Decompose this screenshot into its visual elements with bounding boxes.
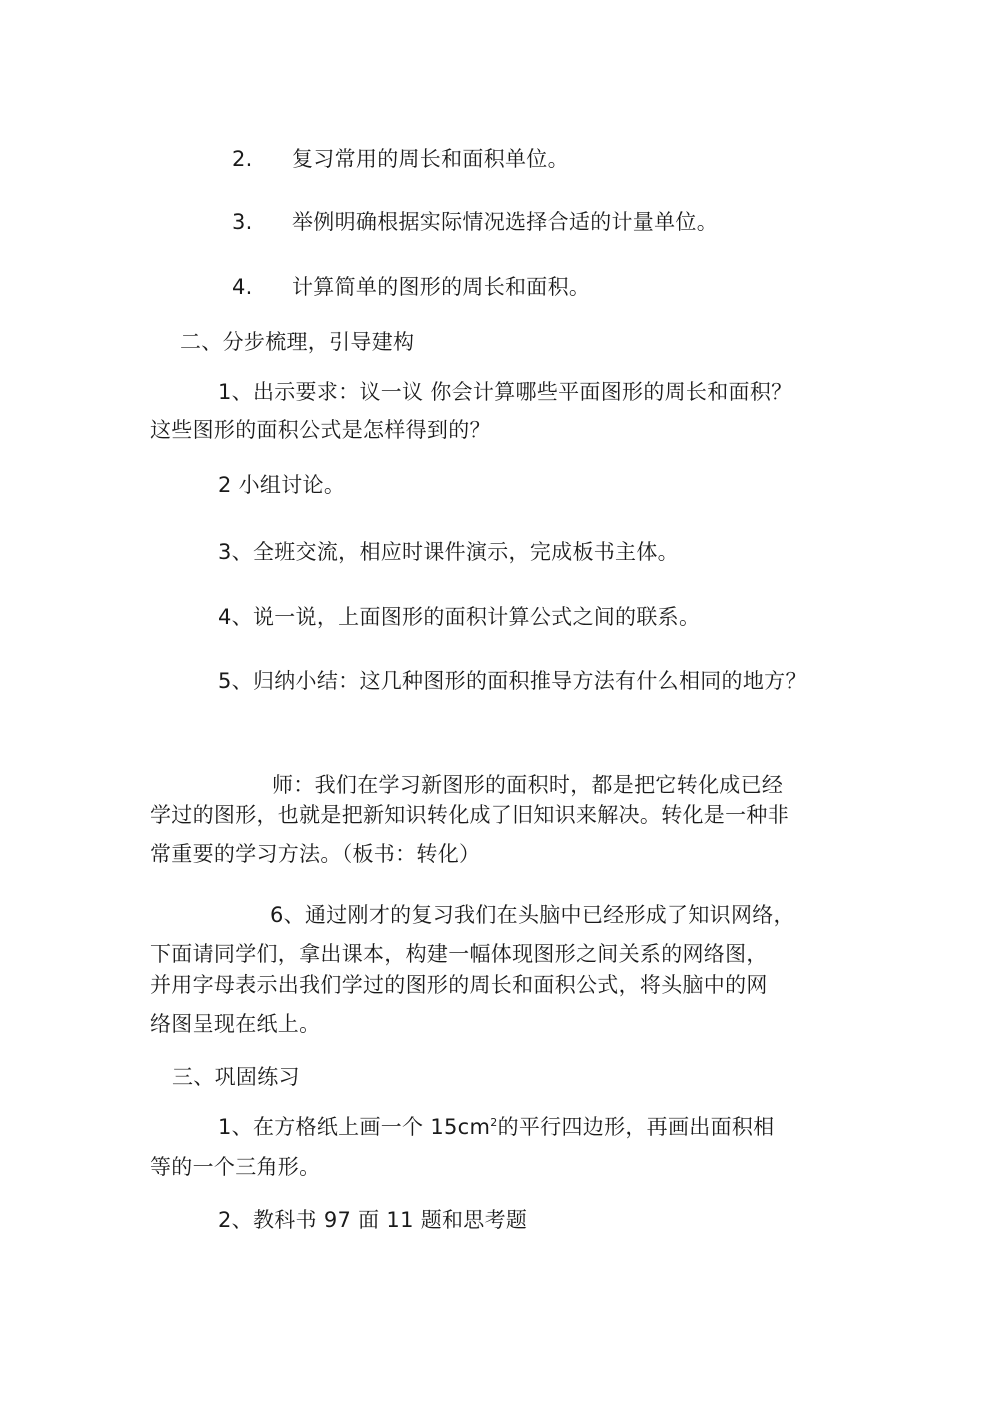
step-3: 3、全班交流，相应时课件演示，完成板书主体。	[218, 540, 679, 564]
teacher-line-1: 师：我们在学习新图形的面积时，都是把它转化成已经	[272, 773, 784, 797]
teacher-line-3: 常重要的学习方法。（板书：转化）	[150, 842, 481, 866]
list-text: 计算简单的图形的周长和面积。	[292, 275, 591, 299]
step-1-line-2: 这些图形的面积公式是怎样得到的？	[150, 418, 491, 442]
step-2: 2 小组讨论。	[218, 473, 346, 497]
step-6-line-3: 并用字母表示出我们学过的图形的周长和面积公式，将头脑中的网	[150, 973, 768, 997]
list-text: 举例明确根据实际情况选择合适的计量单位。	[292, 210, 718, 234]
step-6-line-4: 络图呈现在纸上。	[150, 1012, 321, 1036]
exercise-1-line-2: 等的一个三角形。	[150, 1155, 321, 1179]
list-item-4	[232, 274, 590, 300]
step-5: 5、归纳小结：这几种图形的面积推导方法有什么相同的地方？	[218, 669, 807, 693]
step-4: 4、说一说，上面图形的面积计算公式之间的联系。	[218, 605, 701, 629]
list-number: 2.	[232, 147, 253, 171]
list-item-3	[232, 209, 718, 235]
step-6-line-1: 6、通过刚才的复习我们在头脑中已经形成了知识网络，	[270, 903, 795, 927]
list-item-2	[232, 146, 569, 172]
exercise-1-line-1	[218, 1114, 774, 1140]
section-heading-2: 二、分步梳理，引导建构	[180, 330, 415, 354]
step-6-line-2: 下面请同学们，拿出课本，构建一幅体现图形之间关系的网络图，	[150, 942, 768, 966]
list-text: 复习常用的周长和面积单位。	[292, 147, 569, 171]
section-heading-3: 三、巩固练习	[172, 1065, 300, 1089]
list-number: 3.	[232, 210, 253, 234]
exercise-2: 2、教科书 97 面 11 题和思考题	[218, 1208, 528, 1232]
list-number: 4.	[232, 275, 253, 299]
teacher-line-2: 学过的图形，也就是把新知识转化成了旧知识来解决。转化是一种非	[150, 803, 789, 827]
step-1-line-1: 1、出示要求：议一议 你会计算哪些平面图形的周长和面积？	[218, 380, 793, 404]
exercise-1-suffix: 的平行四边形，再画出面积相	[497, 1115, 775, 1139]
superscript: 2	[490, 1116, 498, 1129]
exercise-1-prefix: 1、在方格纸上画一个 15cm	[218, 1115, 491, 1139]
